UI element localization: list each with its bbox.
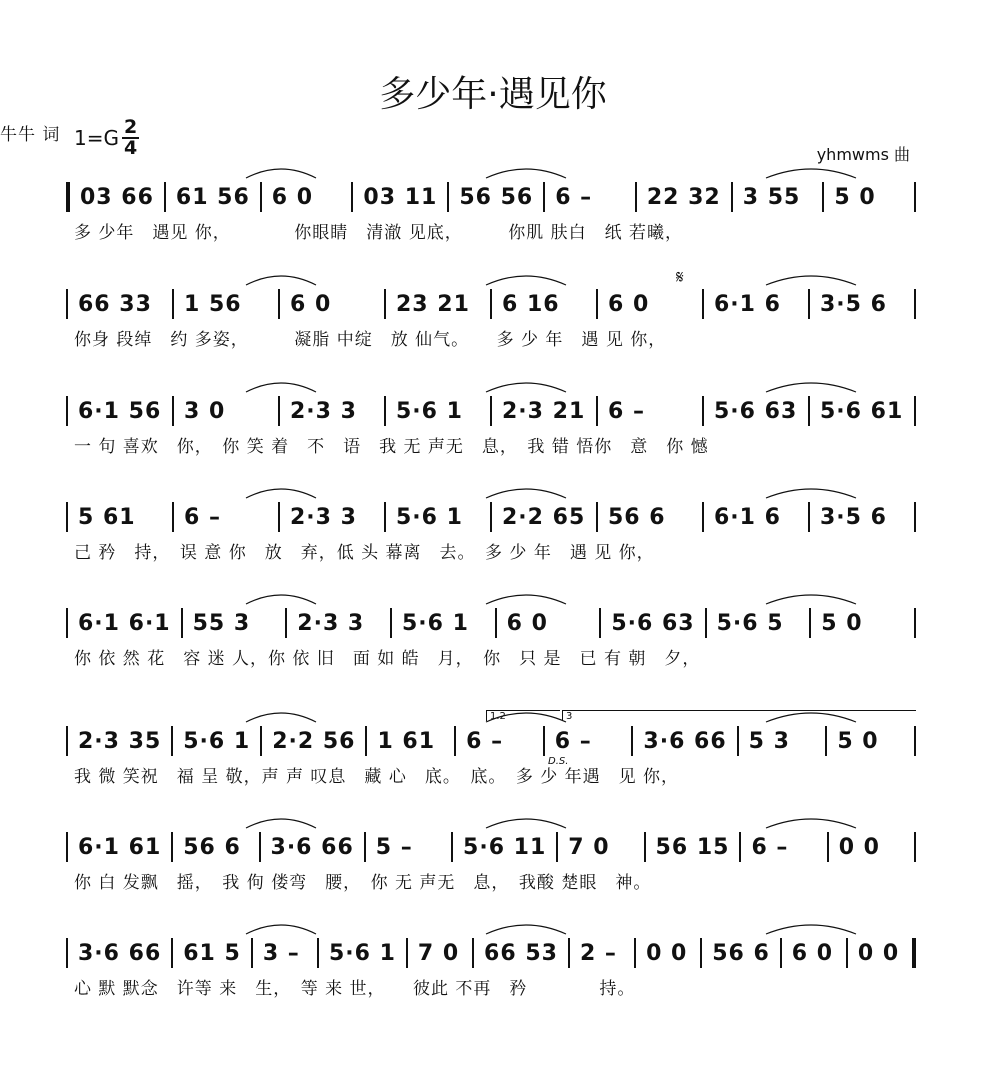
barline	[914, 608, 916, 638]
measure: 6 –	[466, 728, 504, 754]
slur-arc	[486, 595, 566, 604]
measure: 3 55	[742, 184, 801, 210]
measure: 3·6 66	[643, 728, 727, 754]
measure: 6·1 6·1	[78, 610, 171, 636]
measure: 3·6 66	[78, 940, 162, 966]
notation-line	[66, 936, 916, 970]
measure: 6·1 56	[78, 398, 162, 424]
measure: 1 61	[377, 728, 436, 754]
lyrics-line	[66, 974, 916, 998]
measure: 5 0	[837, 728, 879, 754]
lyrics-text: 多 少年 遇见 你， 你眼睛 清澈 见底， 你肌 肤白 纸 若曦，	[74, 223, 684, 243]
lyrics-text: 我 微 笑祝 福 呈 敬，声 声 叹息 藏 心 底。 底。 多 少 年遇 见 你，	[74, 767, 680, 787]
measure: 5 61	[78, 504, 136, 530]
measure: 6 –	[608, 398, 645, 424]
time-beats: 2	[123, 116, 138, 138]
measure: 5·6 63	[714, 398, 798, 424]
measure: 6 –	[184, 504, 221, 530]
lyrics-text: 你 依 然 花 容 迷 人，你 依 旧 面 如 皓 月， 你 只 是 已 有 朝 夕，	[74, 649, 701, 669]
measure: 03 66	[80, 184, 154, 210]
slur-arc	[766, 169, 856, 178]
measure: 0 0	[857, 940, 900, 966]
measure: 5·6 61	[820, 398, 904, 424]
measure: 6 0	[791, 940, 834, 966]
measure: 0 0	[646, 940, 688, 966]
measure: 2 –	[579, 940, 617, 966]
measure: 5·6 1	[396, 398, 463, 424]
lyrics-line	[66, 325, 916, 349]
measure: 3·5 6	[820, 504, 887, 530]
slur-arcs	[66, 808, 916, 832]
slur-arc	[486, 925, 566, 934]
slur-arc	[766, 276, 856, 285]
segno-sign: 𝄋	[676, 267, 684, 288]
slur-arc	[486, 383, 566, 392]
slur-arcs	[66, 914, 916, 938]
notation-line	[66, 180, 916, 214]
measure: 3·5 6	[820, 291, 887, 317]
slur-arc	[766, 925, 856, 934]
notation-line	[66, 500, 916, 534]
measure: 2·2 65	[502, 504, 586, 530]
measure: 2·2 56	[272, 728, 356, 754]
slur-arcs	[66, 372, 916, 396]
measure: 1 56	[184, 291, 242, 317]
slur-arc	[246, 819, 316, 828]
slur-arc	[246, 925, 316, 934]
lyrics-text: 你身 段绰 约 多姿， 凝脂 中绽 放 仙气。 多 少 年 遇 见 你，	[74, 330, 667, 350]
measure: 22 32	[646, 184, 721, 210]
barline	[914, 502, 916, 532]
measure: 56 6	[608, 504, 666, 530]
measure: 6·1 6	[714, 291, 781, 317]
measure: 6·1 61	[78, 834, 162, 860]
slur-arc	[246, 276, 316, 285]
barline	[914, 289, 916, 319]
lyrics-line	[66, 762, 916, 786]
slur-arc	[486, 819, 566, 828]
volta-1-2: 1.2	[486, 710, 560, 721]
measure: 3 –	[262, 940, 300, 966]
measure: 5 3	[748, 728, 790, 754]
notation-line	[66, 394, 916, 428]
measure: 5·6 5	[716, 610, 784, 636]
measure: 5 0	[821, 610, 863, 636]
measure: 56 56	[459, 184, 534, 210]
slur-arcs	[66, 158, 916, 182]
measure: 5 –	[375, 834, 413, 860]
key-label: 1=G	[74, 126, 119, 150]
measure: 2·3 35	[78, 728, 162, 754]
measure: 03 11	[363, 184, 438, 210]
time-unit: 4	[123, 137, 138, 159]
measure: 55 3	[192, 610, 251, 636]
measure: 5 0	[834, 184, 876, 210]
lyricist-credit: 牛牛 词	[0, 125, 61, 145]
notation-line	[66, 724, 916, 758]
slur-arc	[766, 489, 856, 498]
slur-arc	[486, 489, 566, 498]
measure: 56 6	[712, 940, 770, 966]
slur-arc	[246, 169, 316, 178]
notation-line	[66, 287, 916, 321]
measure: 2·3 3	[290, 398, 357, 424]
measure: 5·6 63	[611, 610, 695, 636]
lyrics-line	[66, 538, 916, 562]
measure: 7 0	[568, 834, 610, 860]
measure: 6 –	[751, 834, 789, 860]
measure: 6 –	[555, 184, 593, 210]
measure: 56 15	[655, 834, 730, 860]
lyrics-line	[66, 218, 916, 242]
lyrics-text: 心 默 默念 许等 来 生， 等 来 世， 彼此 不再 矜 持。	[74, 979, 636, 999]
measure: 61 5	[183, 940, 241, 966]
slur-arcs	[66, 478, 916, 502]
slur-arc	[246, 383, 316, 392]
notation-line	[66, 606, 916, 640]
measure: 2·3 21	[502, 398, 586, 424]
slur-arc	[486, 169, 566, 178]
slur-arcs	[66, 584, 916, 608]
lyrics-text: 一 句 喜欢 你， 你 笑 着 不 语 我 无 声无 息， 我 错 悟你 意 你 憾	[74, 437, 709, 457]
measure: 3·6 66	[270, 834, 354, 860]
lyrics-line	[66, 868, 916, 892]
song-title: 多少年·遇见你	[379, 74, 607, 115]
slur-arc	[766, 819, 856, 828]
measure: 3 0	[184, 398, 226, 424]
ds-marking: D.S.	[548, 756, 569, 767]
measure: 5·6 1	[396, 504, 463, 530]
measure: 6 –	[554, 728, 592, 754]
measure: 5·6 1	[183, 728, 251, 754]
slur-arc	[246, 713, 316, 722]
barline	[914, 832, 916, 862]
measure: 5·6 11	[463, 834, 547, 860]
measure: 66 33	[78, 291, 152, 317]
barline	[914, 396, 916, 426]
barline	[914, 726, 916, 756]
lyrics-line	[66, 644, 916, 668]
slur-arc	[246, 489, 316, 498]
slur-arcs	[66, 265, 916, 289]
measure: 66 53	[484, 940, 558, 966]
composer-credit: yhmwms 曲	[816, 145, 910, 164]
measure: 6·1 6	[714, 504, 781, 530]
measure: 6 0	[608, 291, 650, 317]
lyrics-line	[66, 432, 916, 456]
notation-line	[66, 830, 916, 864]
measure: 23 21	[396, 291, 470, 317]
measure: 6 0	[271, 184, 314, 210]
measure: 56 6	[183, 834, 241, 860]
measure: 2·3 3	[290, 504, 357, 530]
lyrics-text: 你 白 发飘 摇， 我 佝 偻弯 腰， 你 无 声无 息， 我酸 楚眼 神。	[74, 873, 652, 893]
measure: 6 0	[290, 291, 332, 317]
slur-arc	[766, 595, 856, 604]
measure: 0 0	[838, 834, 880, 860]
measure: 5·6 1	[401, 610, 469, 636]
slur-arc	[766, 383, 856, 392]
barline	[914, 182, 916, 212]
measure: 2·3 3	[297, 610, 365, 636]
measure: 6 0	[506, 610, 548, 636]
slur-arc	[486, 276, 566, 285]
lyrics-text: 己 矜 持， 误 意 你 放 弃，低 头 幕离 去。 多 少 年 遇 见 你，	[74, 543, 655, 563]
final-barline	[912, 938, 916, 968]
measure: 61 56	[175, 184, 250, 210]
measure: 5·6 1	[328, 940, 396, 966]
volta-3: 3	[562, 710, 916, 721]
slur-arc	[246, 595, 316, 604]
measure: 6 16	[502, 291, 560, 317]
measure: 7 0	[417, 940, 460, 966]
